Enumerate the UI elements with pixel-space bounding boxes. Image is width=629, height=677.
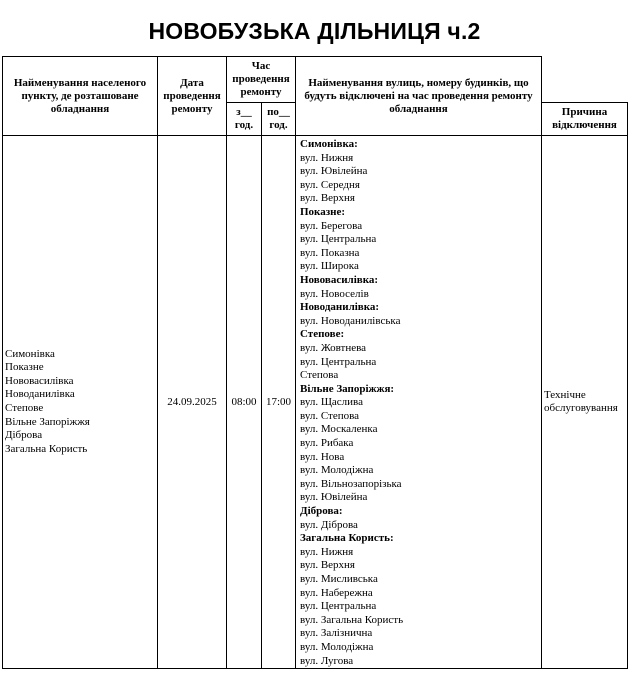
street-item: вул. Верхня [300, 192, 355, 205]
settlement-item: Степове [5, 402, 44, 415]
time-to: 17:00 [262, 136, 296, 669]
street-item: вул. Залізнична [300, 627, 373, 640]
street-item: вул. Молодіжна [300, 640, 374, 653]
settlement-item: Новоданилівка [5, 388, 75, 401]
header-settlement: Найменування населеного пункту, де розташоване обладнання [3, 57, 158, 136]
settlement-item: Нововасилівка [5, 374, 74, 387]
village-heading: Показне: [300, 205, 346, 218]
street-item: Степова [300, 369, 339, 382]
street-item: вул. Молодіжна [300, 464, 374, 477]
street-item: вул. Щаслива [300, 396, 363, 409]
street-item: вул. Новоселів [300, 287, 369, 300]
street-item: вул. Берегова [300, 219, 363, 232]
time-from: 08:00 [227, 136, 262, 669]
street-item: вул. Набережна [300, 586, 373, 599]
settlement-item: Загальна Користь [5, 442, 88, 455]
street-item: вул. Середня [300, 178, 360, 191]
street-item: вул. Діброва [300, 518, 358, 531]
header-from: з__ год. [227, 103, 262, 136]
street-item: вул. Центральна [300, 600, 377, 613]
village-heading: Діброва: [300, 505, 343, 518]
settlement-item: Діброва [5, 429, 43, 442]
settlement-item: Симонівка [5, 347, 55, 360]
street-list [296, 136, 542, 669]
village-heading: Степове: [300, 328, 345, 341]
street-item: вул. Мисливська [300, 573, 378, 585]
street-item: вул. Центральна [300, 233, 377, 246]
street-item: вул. Лугова [300, 654, 354, 667]
village-heading: Нововасилівка: [300, 273, 379, 286]
settlement-list [3, 136, 158, 669]
street-item: вул. Ювілейна [300, 165, 368, 178]
street-item: вул. Верхня [300, 559, 355, 572]
street-item: вул. Рибака [300, 437, 354, 450]
village-heading: Вільне Запоріжжя: [300, 382, 395, 395]
header-to: по__ год. [262, 103, 296, 136]
street-item: вул. Показна [300, 246, 360, 259]
street-item: вул. Нова [300, 450, 345, 463]
settlement-item: Показне [5, 361, 44, 374]
header-reason: Причина відключення [542, 103, 628, 136]
street-item: вул. Нижня [300, 545, 354, 558]
village-heading: Новоданилівка: [300, 301, 380, 314]
street-item: вул. Нижня [300, 151, 354, 164]
table-row [3, 136, 628, 669]
street-item: вул. Новоданилівська [300, 314, 401, 327]
village-heading: Загальна Користь: [300, 532, 394, 545]
settlement-item: Вільне Запоріжжя [5, 415, 90, 428]
street-item: вул. Вільнозапорізька [300, 477, 402, 490]
outage-reason: Технічне обслуговування [542, 136, 628, 669]
header-time: Час проведення ремонту [227, 57, 296, 103]
street-item: вул. Широка [300, 260, 359, 273]
street-item: вул. Жовтнева [300, 341, 367, 354]
header-date: Дата проведення ремонту [158, 57, 227, 136]
street-item: вул. Ювілейна [300, 491, 368, 504]
village-heading: Симонівка: [300, 138, 358, 150]
street-item: вул. Загальна Користь [300, 613, 404, 626]
page-title: НОВОБУЗЬКА ДІЛЬНИЦЯ ч.2 [148, 18, 481, 44]
street-item: вул. Центральна [300, 355, 377, 368]
repair-date: 24.09.2025 [158, 136, 227, 669]
street-item: вул. Москаленка [300, 423, 378, 436]
header-streets: Найменування вулиць, номеру будинків, що будуть відключені на час проведення ремонту обладнання [296, 57, 542, 136]
outage-table [2, 56, 628, 669]
header-blank [542, 57, 628, 103]
street-item: вул. Степова [300, 409, 360, 422]
